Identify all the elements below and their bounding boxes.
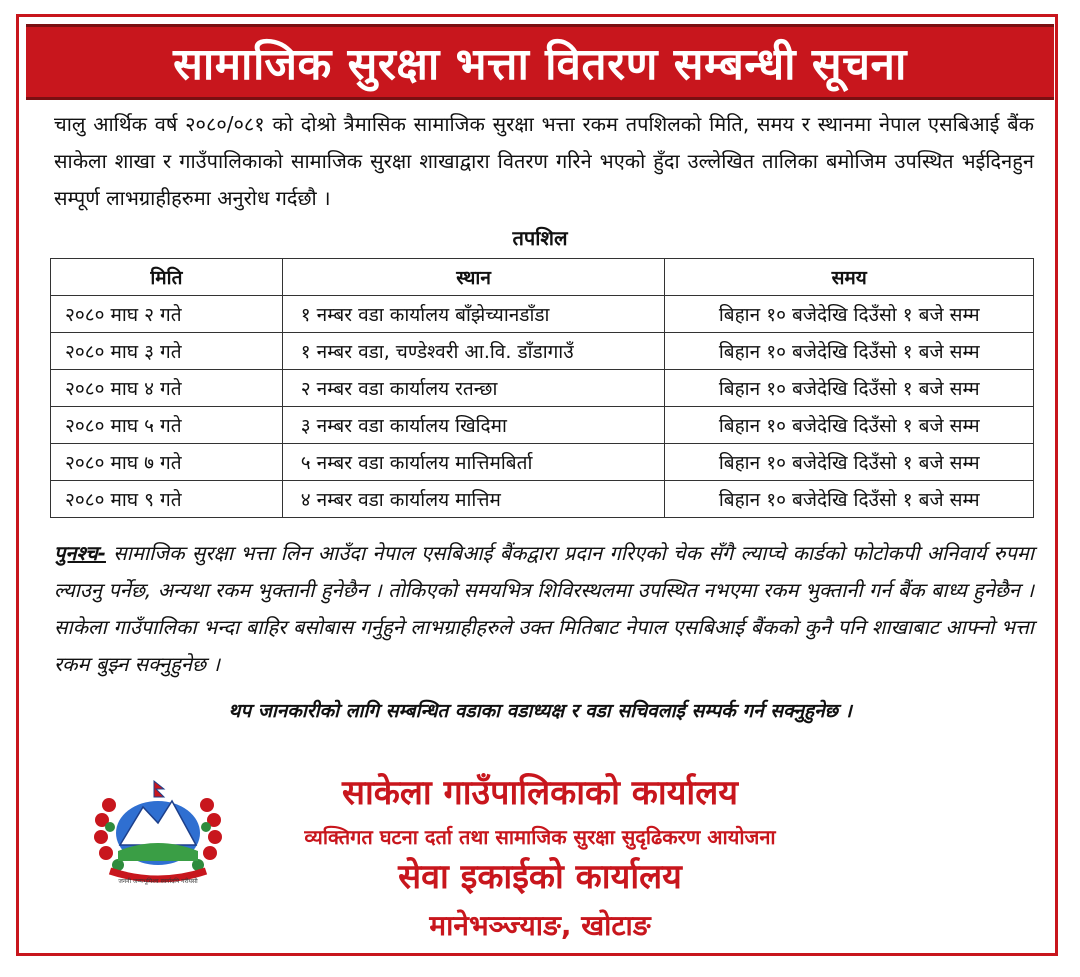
title-banner [26,24,1054,100]
cell-time: बिहान १० बजेदेखि दिउँसो १ बजे सम्म [665,444,1034,481]
office-name: साकेला गाउँपालिकाको कार्यालय [341,773,739,813]
emblem-caption: जननी जन्मभूमिश्च स्वर्गादपि गरीयसी [118,878,198,885]
cell-time: बिहान १० बजेदेखि दिउँसो १ बजे सम्म [665,296,1034,333]
cell-date: २०८० माघ ५ गते [51,407,283,444]
contact-line: थप जानकारीको लागि सम्बन्धित वडाका वडाध्यक्ष र वडा सचिवलाई सम्पर्क गर्न सक्नुहुनेछ । [228,700,852,722]
cell-place: १ नम्बर वडा, चण्डेश्वरी आ.वि. डाँडागाउँ [282,333,665,370]
header-date: मिति [51,259,283,296]
header-place: स्थान [282,259,665,296]
schedule-heading: तपशिल [512,226,568,250]
office-address: मानेभञ्ज्याङ, खोटाङ [429,909,651,942]
cell-date: २०८० माघ ९ गते [51,481,283,518]
table-row [51,296,1034,333]
table-row [51,444,1034,481]
cell-date: २०८० माघ ३ गते [51,333,283,370]
notice-title: सामाजिक सुरक्षा भत्ता वितरण सम्बन्धी सूचना [173,39,907,90]
cell-place: ४ नम्बर वडा कार्यालय मात्तिम [282,481,665,518]
header-time: समय [665,259,1034,296]
cell-date: २०८० माघ ४ गते [51,370,283,407]
cell-date: २०८० माघ ७ गते [51,444,283,481]
service-unit-name: सेवा इकाईको कार्यालय [398,857,682,897]
postscript-label: पुनश्च- [54,541,106,565]
cell-place: ५ नम्बर वडा कार्यालय मात्तिमबिर्ता [282,444,665,481]
table-row [51,481,1034,518]
cell-place: ३ नम्बर वडा कार्यालय खिदिमा [282,407,665,444]
intro-paragraph: चालु आर्थिक वर्ष २०८०/०८१ को दोश्रो त्रैमासिक सामाजिक सुरक्षा भत्ता रकम तपशिलको मिति, समय र स्थानमा नेपाल एसबिआई बैंक साकेला शाखा र गाउँपालिकाको सामाजिक सुरक्षा शाखाद्वारा वितरण गरिने भएको हुँदा उल्लेखित तालिका बमोजिम उपस्थित भईदिनहुन सम्पूर्ण लाभग्राहीहरुमा अनुरोध गर्दछौ । [54,112,1034,210]
cell-place: १ नम्बर वडा कार्यालय बाँझेच्यानडाँडा [282,296,665,333]
cell-time: बिहान १० बजेदेखि दिउँसो १ बजे सम्म [665,407,1034,444]
table-row [51,370,1034,407]
project-name: व्यक्तिगत घटना दर्ता तथा सामाजिक सुरक्षा सुदृढिकरण आयोजना [304,825,776,849]
cell-date: २०८० माघ २ गते [51,296,283,333]
cell-place: २ नम्बर वडा कार्यालय रतन्छा [282,370,665,407]
cell-time: बिहान १० बजेदेखि दिउँसो १ बजे सम्म [665,481,1034,518]
table-row [51,407,1034,444]
postscript-note [54,535,1034,683]
schedule-table [50,258,1034,518]
postscript-text: सामाजिक सुरक्षा भत्ता लिन आउँदा नेपाल एसबिआई बैंकद्वारा प्रदान गरिएको चेक सँगै ल्याप्चे कार्डको फोटोकपी अनिवार्य रुपमा ल्याउनु पर्नेछ, अन्यथा रकम भुक्तानी हुनेछैन । तोकिएको समयभित्र शिविरस्थलमा उपस्थित नभएमा रकम भुक्तानी गर्न बैंक बाध्य हुनेछैन । साकेला गाउँपालिका भन्दा बाहिर बसोबास गर्नुहुने लाभग्राहीहरुले उक्त मितिबाट नेपाल एसबिआई बैंकको कुनै पनि शाखाबाट आफ्नो भत्ता रकम बुझ्न सक्नुहुनेछ । [54,541,1034,676]
cell-time: बिहान १० बजेदेखि दिउँसो १ बजे सम्म [665,333,1034,370]
cell-time: बिहान १० बजेदेखि दिउँसो १ बजे सम्म [665,370,1034,407]
table-header-row [51,259,1034,296]
table-row [51,333,1034,370]
